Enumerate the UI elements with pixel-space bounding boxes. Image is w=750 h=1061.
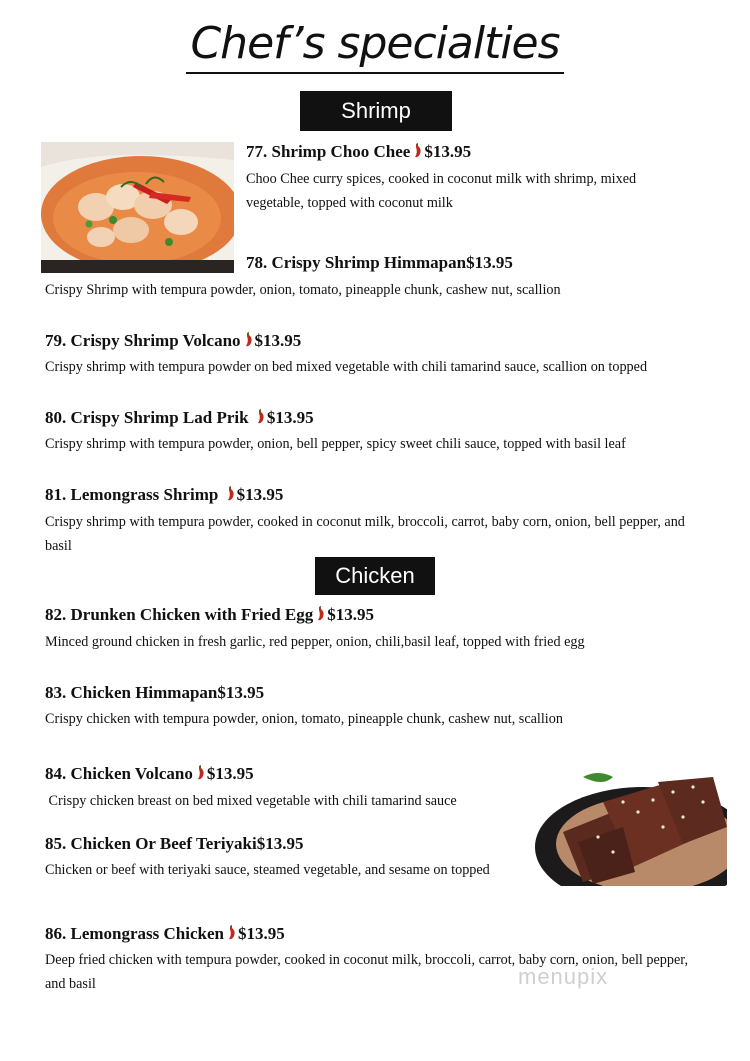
shrimp-choo-chee-photo: [41, 142, 234, 273]
teriyaki-photo: [523, 772, 727, 886]
chili-pepper-icon: [227, 925, 236, 940]
menu-item-81-title: 81. Lemongrass Shrimp $13.95: [45, 485, 284, 504]
menu-item-79-title: 79. Crispy Shrimp Volcano $13.95: [45, 331, 302, 350]
section-header-shrimp: Shrimp: [300, 91, 452, 131]
section-header-chicken: Chicken: [315, 557, 435, 595]
menu-item-84-description: Crispy chicken breast on bed mixed vegetable with chili tamarind sauce: [45, 793, 457, 809]
menu-item-77-description: Choo Chee curry spices, cooked in coconut milk with shrimp, mixed vegetable, topped with coconut milk: [246, 171, 637, 211]
menu-item-84-title: 84. Chicken Volcano $13.95: [45, 764, 254, 783]
menu-item-85-title: 85. Chicken Or Beef Teriyaki$13.95: [45, 834, 304, 853]
menupix-watermark: menupix: [518, 964, 609, 989]
menu-item-80-title: 80. Crispy Shrimp Lad Prik $13.95: [45, 408, 314, 427]
page-title: Chef’s specialties: [0, 18, 750, 74]
chili-pepper-icon: [196, 765, 205, 780]
chili-pepper-icon: [256, 409, 265, 424]
menu-item-79-description: Crispy shrimp with tempura powder on bed mixed vegetable with chili tamarind sauce, scallion on topped: [45, 359, 648, 375]
menu-item-78-title: 78. Crispy Shrimp Himmapan$13.95: [246, 253, 513, 272]
chili-pepper-icon: [244, 332, 253, 347]
menu-item-80-description: Crispy shrimp with tempura powder, onion, bell pepper, spicy sweet chili sauce, topped with basil leaf: [45, 436, 626, 452]
menu-item-78-description: Crispy Shrimp with tempura powder, onion, tomato, pineapple chunk, cashew nut, scallion: [45, 282, 561, 298]
menu-item-86-title: 86. Lemongrass Chicken $13.95: [45, 924, 285, 943]
chili-pepper-icon: [316, 606, 325, 621]
menu-item-83-title: 83. Chicken Himmapan$13.95: [45, 683, 265, 702]
menu-item-85-description: Chicken or beef with teriyaki sauce, steamed vegetable, and sesame on topped: [45, 862, 490, 878]
chili-pepper-icon: [226, 486, 235, 501]
menu-item-82-title: 82. Drunken Chicken with Fried Egg $13.95: [45, 605, 374, 624]
menu-item-77-title: 77. Shrimp Choo Chee $13.95: [246, 142, 472, 161]
menu-item-81-description: Crispy shrimp with tempura powder, cooked in coconut milk, broccoli, carrot, baby corn, onion, bell pepper, and basil: [45, 514, 685, 554]
menu-item-83-description: Crispy chicken with tempura powder, onion, tomato, pineapple chunk, cashew nut, scallion: [45, 711, 563, 727]
menu-item-82-description: Minced ground chicken in fresh garlic, red pepper, onion, chili,basil leaf, topped with fried egg: [45, 634, 585, 650]
menu-item-86-description: Deep fried chicken with tempura powder, cooked in coconut milk, broccoli, carrot, baby corn, onion, bell pepper, and basil: [45, 952, 688, 992]
chili-pepper-icon: [413, 143, 422, 158]
